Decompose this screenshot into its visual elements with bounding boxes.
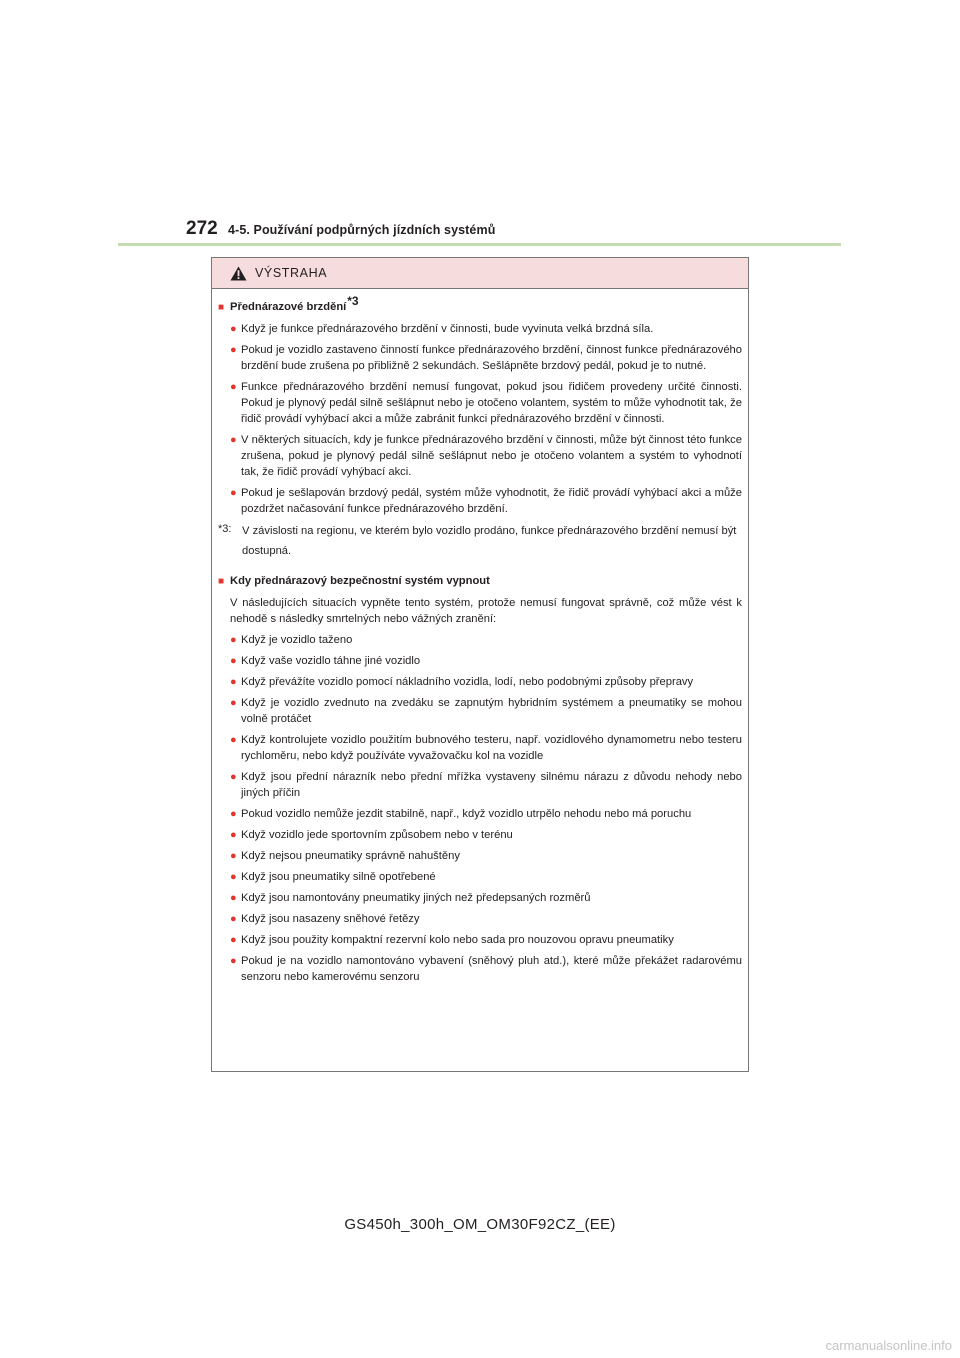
- bullet-dot-icon: ●: [230, 871, 237, 883]
- list-item: ● Když jsou nasazeny sněhové řetězy: [230, 913, 420, 925]
- section-title: 4-5. Používání podpůrných jízdních systémů: [228, 223, 496, 237]
- document-code: GS450h_300h_OM_OM30F92CZ_(EE): [344, 1216, 616, 1233]
- warning-box: [211, 257, 749, 1072]
- list-item: ● Když je vozidlo taženo: [230, 634, 353, 646]
- list-item: ● Když vozidlo jede sportovním způsobem nebo v terénu: [230, 829, 513, 841]
- bullet-dot-icon: ●: [230, 808, 237, 820]
- list-item: ● Pokud je vozidlo zastaveno činností funkce přednárazového brzdění, činnost funkce přednárazového brzdění bude zrušena po přibližně 2 sekundách. Sešlápněte brzdový pedál, pokud je to nutné.: [230, 344, 742, 372]
- section-heading-pre-collision-braking: [218, 294, 742, 316]
- list-item: ● Když vaše vozidlo táhne jiné vozidlo: [230, 655, 421, 667]
- bullet-dot-icon: ●: [230, 850, 237, 862]
- bullet-dot-icon: ●: [230, 655, 237, 667]
- list-item: ● Když je funkce přednárazového brzdění v činnosti, bude vyvinuta velká brzdná síla.: [230, 323, 654, 335]
- list-item: ● Funkce přednárazového brzdění nemusí fungovat, pokud jsou řidičem provedeny určité činnosti. Pokud je plynový pedál silně sešlápnut nebo je otočeno volantem, systém to může vyhodnotit tak, že řidič provádí vyhýbací akci a může zabránit funkci přednárazového brzdění v činnosti.: [230, 381, 742, 425]
- list-item: ● Pokud je na vozidlo namontováno vybavení (sněhový pluh atd.), které může překážet radarovému senzoru nebo kamerovému senzoru: [230, 955, 742, 983]
- bullet-dot-icon: ●: [230, 892, 237, 904]
- footnote-text: V závislosti na regionu, ve kterém bylo vozidlo prodáno, funkce přednárazového brzdění nemusí být dostupná.: [242, 525, 737, 557]
- section-square-icon: ■: [218, 576, 225, 587]
- footnote-mark: *3:: [218, 523, 232, 535]
- warning-triangle-icon: [230, 266, 247, 281]
- watermark-link[interactable]: carmanualsonline.info: [825, 1338, 952, 1353]
- warning-header: [212, 258, 748, 289]
- page-number: 272: [186, 218, 218, 239]
- bullet-dot-icon: ●: [230, 487, 237, 499]
- warning-title: VÝSTRAHA: [255, 266, 328, 280]
- section-intro-text: V následujících situacích vypněte tento systém, protože nemusí fungovat správně, což může vést k nehodě s následky smrtelných nebo vážných zranění:: [230, 597, 742, 625]
- section-square-icon: ■: [218, 302, 225, 313]
- section-heading-when-to-disable: [218, 573, 742, 590]
- list-item: ● Když nejsou pneumatiky správně nahuštěny: [230, 850, 460, 862]
- bullet-dot-icon: ●: [230, 734, 237, 746]
- list-item: ● Když převážíte vozidlo pomocí nákladního vozidla, lodí, nebo podobnými způsoby přepravy: [230, 676, 694, 688]
- list-item: ● Pokud vozidlo nemůže jezdit stabilně, např., když vozidlo utrpělo nehodu nebo má poruchu: [230, 808, 692, 820]
- bullet-dot-icon: ●: [230, 434, 237, 446]
- bullet-dot-icon: ●: [230, 829, 237, 841]
- bullet-dot-icon: ●: [230, 381, 237, 393]
- bullet-dot-icon: ●: [230, 344, 237, 356]
- warning-body: [212, 289, 748, 985]
- bullet-dot-icon: ●: [230, 934, 237, 946]
- bullet-dot-icon: ●: [230, 634, 237, 646]
- section-heading-text: Přednárazové brzdění: [230, 301, 347, 313]
- bullet-dot-icon: ●: [230, 955, 237, 967]
- list-item: ● Když jsou namontovány pneumatiky jiných než předepsaných rozměrů: [230, 892, 591, 904]
- list-item: ● Když kontrolujete vozidlo použitím bubnového testeru, např. vozidlového dynamometru nebo testeru rychloměru, nebo když používáte vyvažovačku kol na vozidle: [230, 734, 742, 762]
- bullet-dot-icon: ●: [230, 697, 237, 709]
- list-item: ● V některých situacích, kdy je funkce přednárazového brzdění v činnosti, může být činnost této funkce zrušena, pokud je plynový pedál silně sešlápnut nebo je otočeno volantem a systém to vyhodnotí tak, že řidič provádí vyhýbací akci.: [230, 434, 742, 478]
- page-header: [186, 218, 495, 240]
- bullet-dot-icon: ●: [230, 771, 237, 783]
- section-heading-text: Kdy přednárazový bezpečnostní systém vypnout: [230, 575, 490, 587]
- list-item: ● Když jsou přední nárazník nebo přední mřížka vystaveny silnému nárazu z důvodu nehody nebo jiných příčin: [230, 771, 742, 799]
- footnote: [218, 521, 742, 561]
- bullet-dot-icon: ●: [230, 676, 237, 688]
- list-item: ● Když je vozidlo zvednuto na zvedáku se zapnutým hybridním systémem a pneumatiky se mohou volně protáčet: [230, 697, 742, 725]
- list-item: ● Pokud je sešlapován brzdový pedál, systém může vyhodnotit, že řidič provádí vyhýbací akci a může pozdržet načasování funkce přednárazového brzdění.: [230, 487, 742, 515]
- footnote-reference: *3: [347, 294, 359, 309]
- bullet-dot-icon: ●: [230, 323, 237, 335]
- list-item: ● Když jsou použity kompaktní rezervní kolo nebo sada pro nouzovou opravu pneumatiky: [230, 934, 674, 946]
- bullet-dot-icon: ●: [230, 913, 237, 925]
- section1-bullet-list: [218, 321, 742, 517]
- header-divider: [118, 243, 841, 246]
- list-item: ● Když jsou pneumatiky silně opotřebené: [230, 871, 436, 883]
- section2-bullet-list: [218, 632, 742, 985]
